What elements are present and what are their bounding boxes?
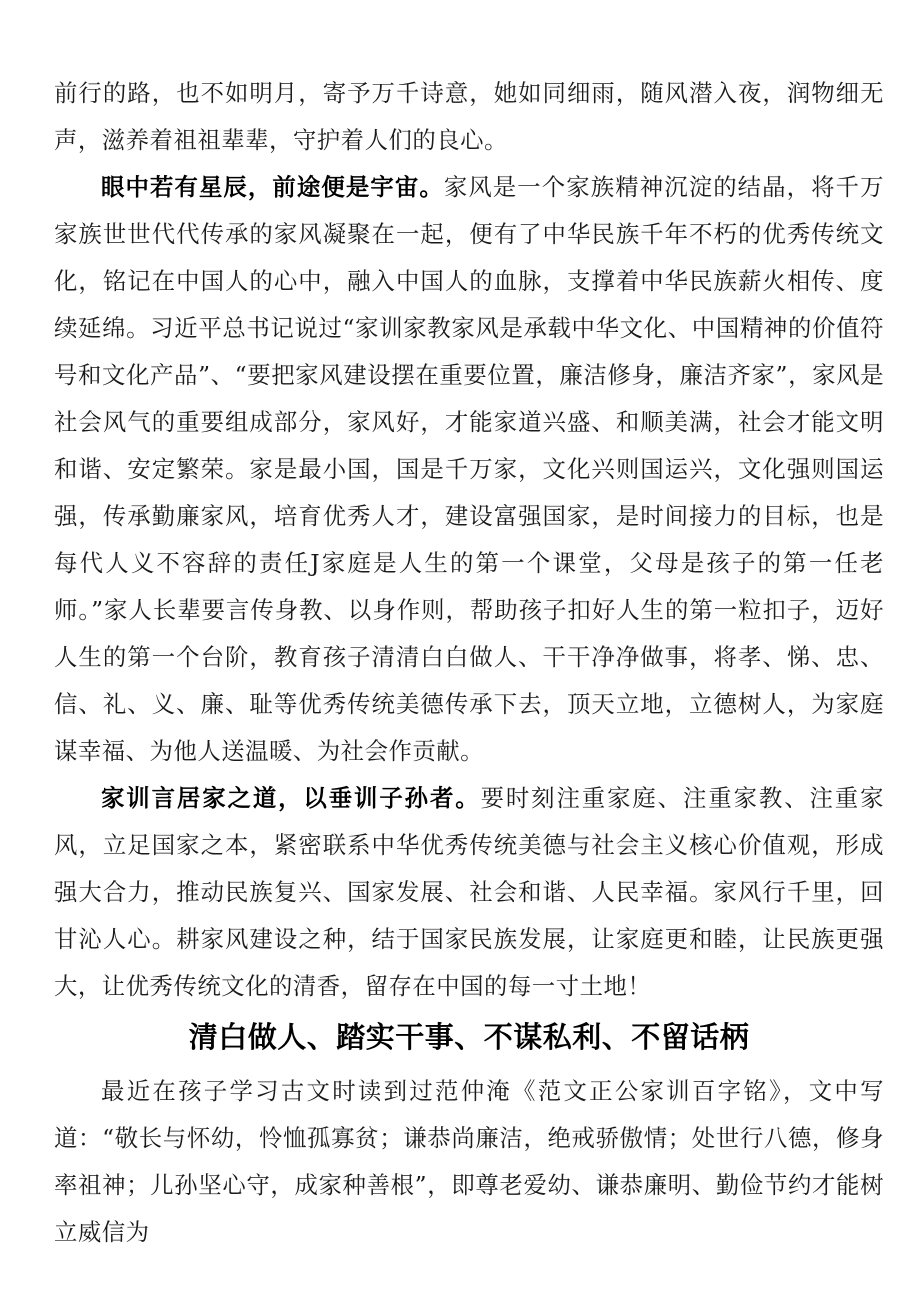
paragraph-continuation [54,70,884,164]
paragraph-body: 家风是一个家族精神沉淀的结晶，将千万家族世世代代传承的家风凝聚在一起，便有了中华民族千年不朽的优秀传统文化，铭记在中国人的心中，融入中国人的血脉，支撑着中华民族薪火相传、度续延绵。习近平总书记说过“家训家教家风是承载中华文化、中国精神的价值符号和文化产品”、“要把家风建设摆在重要位置，廉洁修身，廉洁齐家”，家风是社会风气的重要组成部分，家风好，才能家道兴盛、和顺美满，社会才能文明和谐、安定繁荣。家是最小国，国是千万家，文化兴则国运兴，文化强则国运强，传承勤廉家风，培育优秀人才，建设富强国家，是时间接力的目标，也是每代人义不容辞的责任J家庭是人生的第一个课堂，父母是孩子的第一任老师。”家人长辈要言传身教、以身作则，帮助孩子扣好人生的第一粒扣子，迈好人生的第一个台阶，教育孩子清清白白做人、干干净净做事，将孝、悌、忠、信、礼、义、廉、耻等优秀传统美德传承下去，顶天立地，立德树人，为家庭谋幸福、为他人送温暖、为社会作贡献。 [54,173,885,765]
section-title: 清白做人、踏实干事、不谋私利、不留话柄 [188,1020,750,1054]
paragraph-lead: 眼中若有星辰，前途便是宇宙。 [101,173,444,201]
document-page [54,70,884,1256]
paragraph-body: 要时刻注重家庭、注重家教、注重家风，立足国家之本，紧密联系中华优秀传统美德与社会主义核心价值观，形成强大合力，推动民族复兴、国家发展、社会和谐、人民幸福。家风行千里，回甘沁人心。耕家风建设之种，结于国家民族发展，让家庭更和睦，让民族更强大，让优秀传统文化的清香，留存在中国的每一寸土地！ [54,784,885,1000]
paragraph-section-intro [54,1068,884,1256]
paragraph-lead: 家训言居家之道，以垂训子孙者。 [101,784,481,812]
paragraph-body: 最近在孩子学习古文时读到过范仲淹《范文正公家训百字铭》，文中写道：“敬长与怀幼，怜恤孤寡贫；谦恭尚廉洁，绝戒骄傲情；处世行八德，修身率祖神；儿孙坚心守，成家种善根”，即尊老爱幼、谦恭廉明、勤俭节约才能树立威信为 [54,1077,884,1246]
paragraph-body: 前行的路，也不如明月，寄予万千诗意，她如同细雨，随风潜入夜，润物细无声，滋养着祖祖辈辈，守护着人们的良心。 [54,79,884,154]
paragraph-family-precepts [54,775,884,1010]
paragraph-family-tradition [54,164,884,775]
